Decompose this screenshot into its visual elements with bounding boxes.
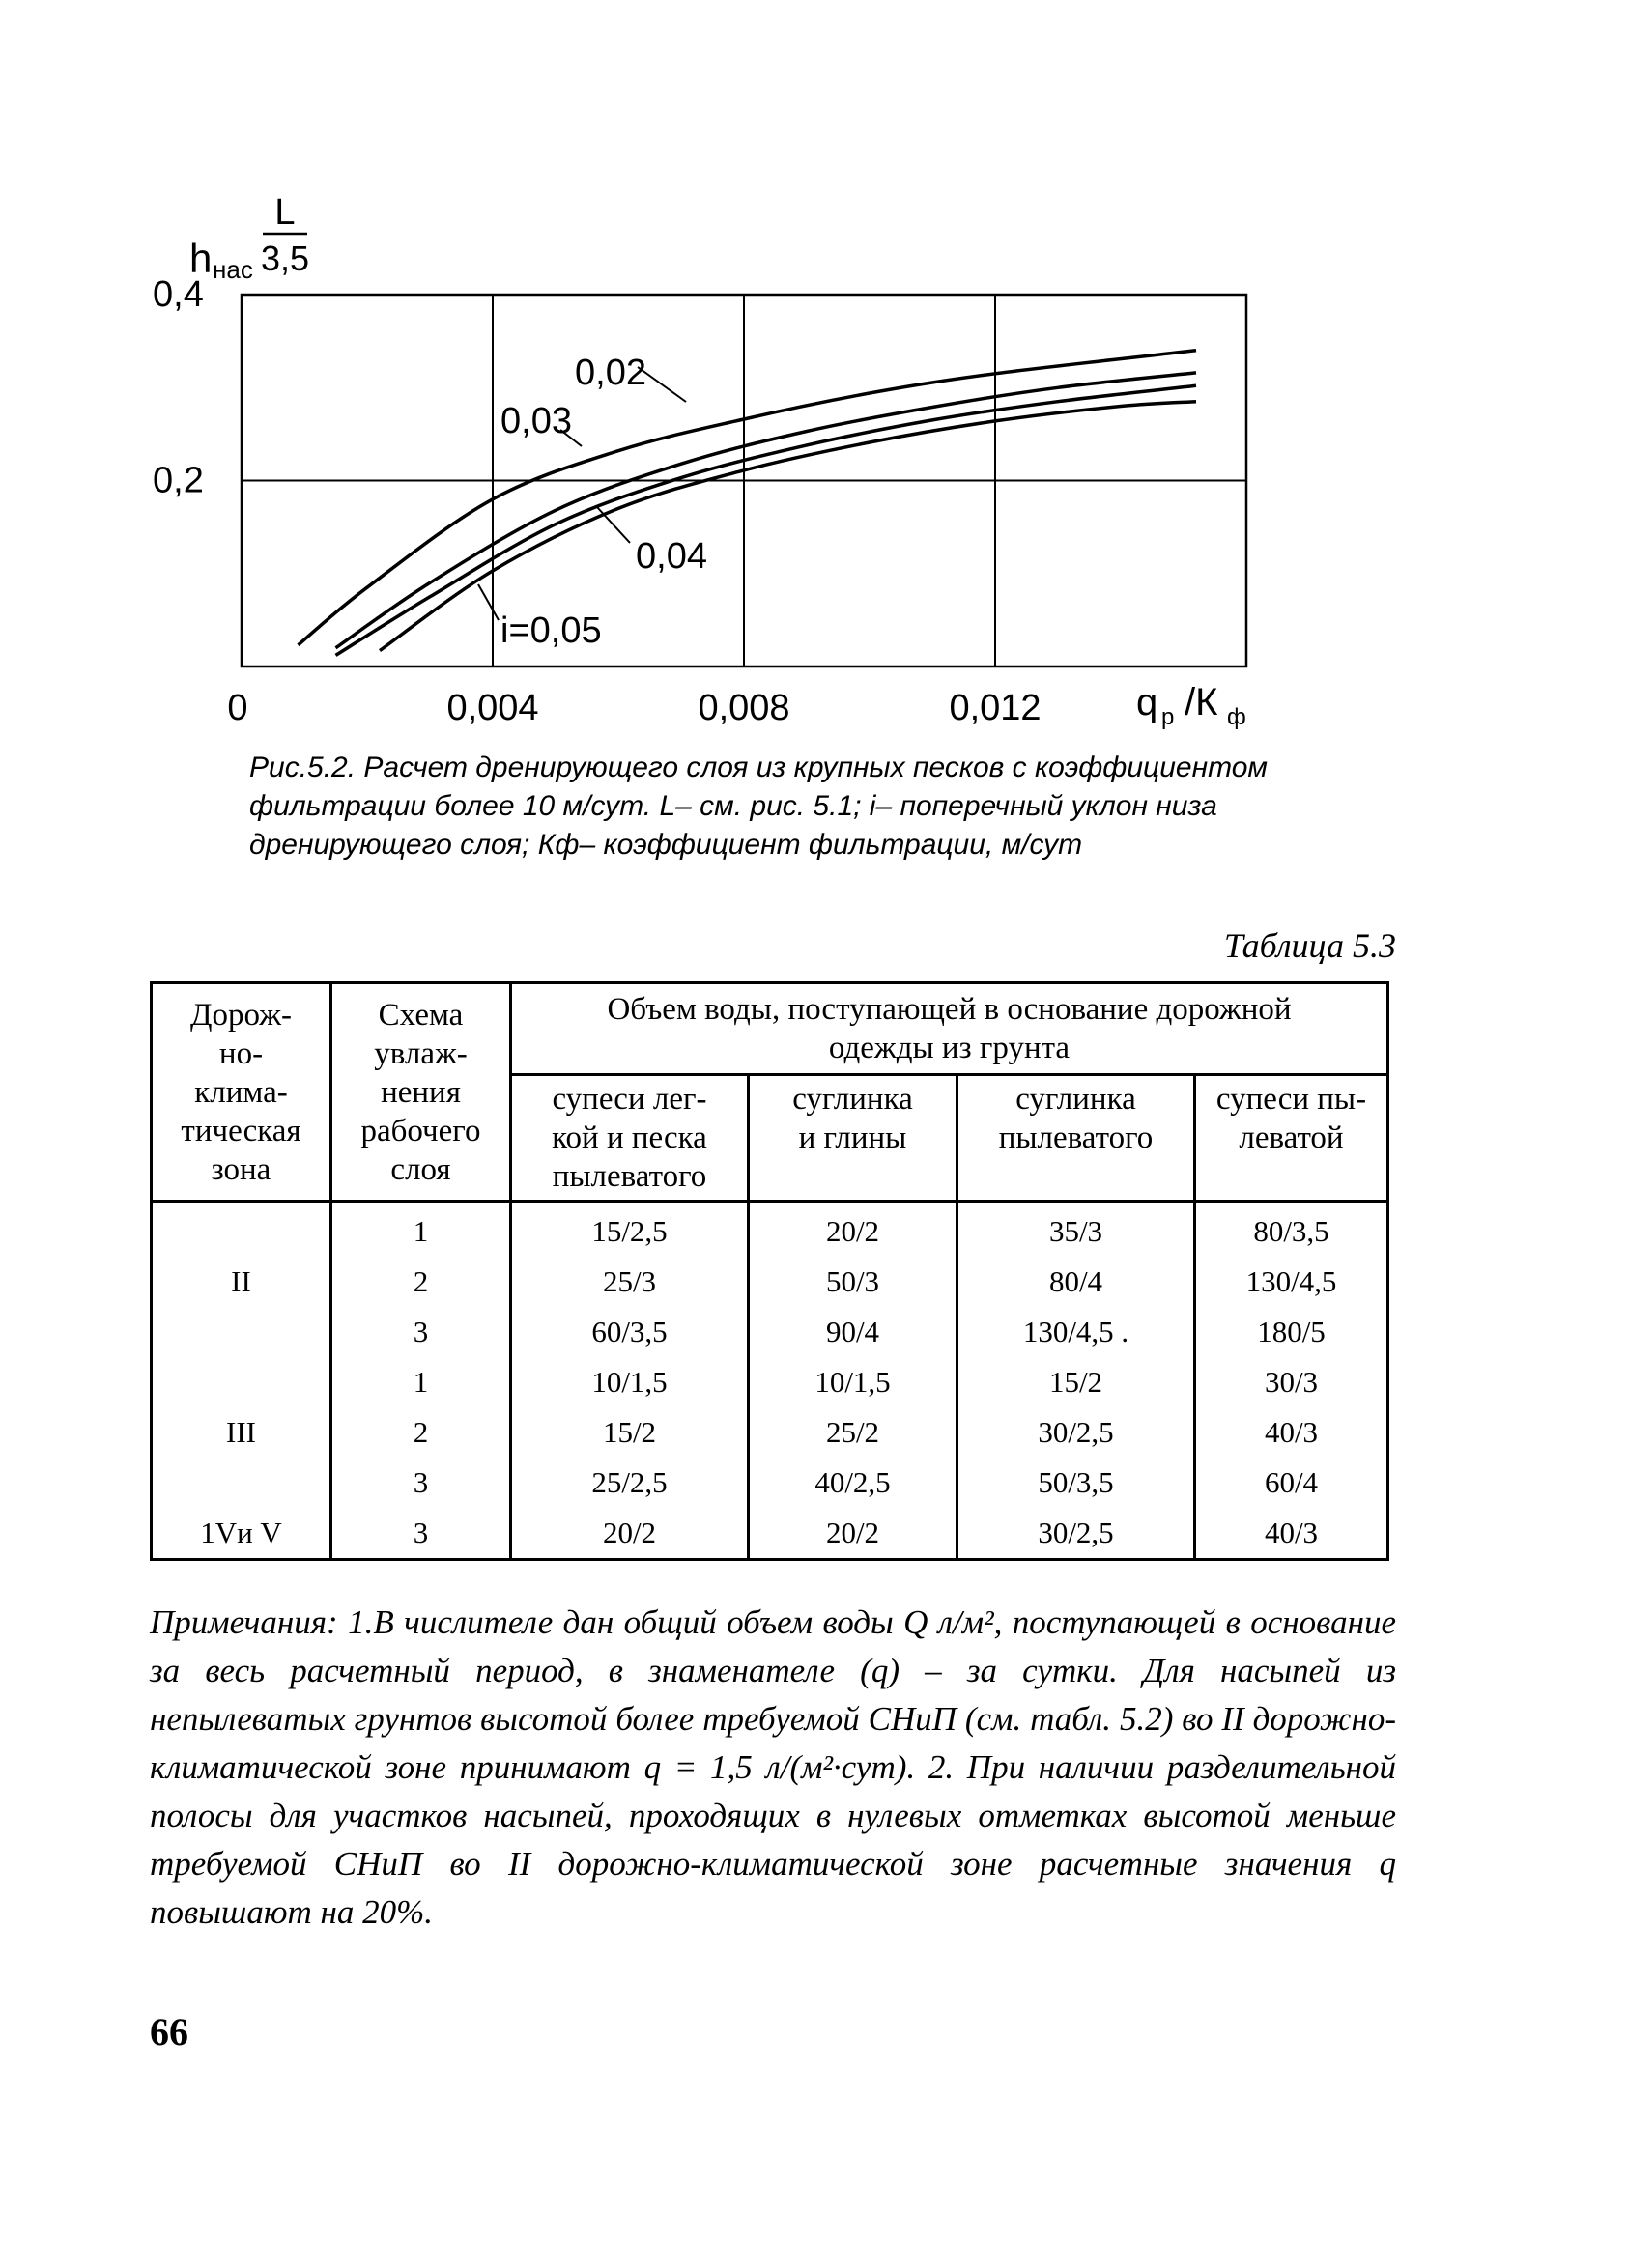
header-scheme: Схема увлаж- нения рабочего слоя xyxy=(331,983,511,1202)
annotation-leader-3 xyxy=(597,507,630,543)
cell-soil-3: 80/4 xyxy=(957,1257,1195,1307)
cell-scheme: 3 xyxy=(331,1458,511,1508)
table-body xyxy=(152,1202,1388,1560)
table-row xyxy=(152,1202,1388,1258)
y-tick-label: 0,2 xyxy=(153,460,204,501)
table-row xyxy=(152,1458,1388,1508)
header-soil-2: суглинка и глины xyxy=(749,1075,957,1202)
x-tick-label: 0,004 xyxy=(446,688,539,728)
cell-soil-4: 40/3 xyxy=(1195,1508,1388,1560)
cell-soil-4: 80/3,5 xyxy=(1195,1202,1388,1258)
cell-soil-2: 90/4 xyxy=(749,1307,957,1357)
cell-scheme: 1 xyxy=(331,1202,511,1258)
header-zone: Дорож- но- клима- тическая зона xyxy=(152,983,331,1202)
x-axis-label-sub2: ф xyxy=(1227,704,1246,730)
figure-caption: Рис.5.2. Расчет дренирующего слоя из крупных песков с коэффициентом фильтрации более 10 м/сут. L– см. рис. 5.1; i– поперечный уклон низа дренирующего слоя; Кф– коэффициент фильтрации, м/сут xyxy=(249,751,1268,861)
series-annotation-3: 0,04 xyxy=(636,536,707,577)
table-row xyxy=(152,1508,1388,1560)
cell-soil-1: 10/1,5 xyxy=(511,1357,749,1407)
header-soil-4: супеси пы- леватой xyxy=(1195,1075,1388,1202)
cell-soil-4: 40/3 xyxy=(1195,1407,1388,1458)
header-soil-3: суглинка пылеватого xyxy=(957,1075,1195,1202)
cell-soil-3: 50/3,5 xyxy=(957,1458,1195,1508)
table-row xyxy=(152,1257,1388,1307)
cell-zone xyxy=(152,1202,331,1258)
cell-scheme: 3 xyxy=(331,1508,511,1560)
y-axis-label-sub: нас xyxy=(213,255,253,284)
cell-scheme: 3 xyxy=(331,1307,511,1357)
table-row xyxy=(152,1407,1388,1458)
cell-soil-2: 25/2 xyxy=(749,1407,957,1458)
y-axis-label-h: h xyxy=(189,236,213,281)
drainage-layer-chart xyxy=(135,184,1295,753)
cell-zone xyxy=(152,1357,331,1407)
cell-zone: 1Vи V xyxy=(152,1508,331,1560)
table-notes: Примечания: 1.В числителе дан общий объем воды Q л/м², поступающей в основание за весь расчетный период, в знаменателе (q) – за сутки. Для насыпей из непылеватых грунтов высотой более требуемой СНиП (см. табл. 5.2) во II дорожно-климатической зоне принимают q = 1,5 л/(м²·сут). 2. При наличии разделительной полосы для участков насыпей, проходящих в нулевых отметках высотой меньше требуемой СНиП во II дорожно-климатической зоне расчетные значения q повышают на 20%. xyxy=(150,1603,1396,1931)
cell-soil-3: 30/2,5 xyxy=(957,1407,1195,1458)
cell-soil-2: 40/2,5 xyxy=(749,1458,957,1508)
series-line-1 xyxy=(299,351,1197,645)
cell-soil-4: 130/4,5 xyxy=(1195,1257,1388,1307)
header-soil-1: супеси лег- кой и песка пылеватого xyxy=(511,1075,749,1202)
cell-soil-4: 180/5 xyxy=(1195,1307,1388,1357)
water-volume-table xyxy=(150,981,1389,1561)
y-tick-label: 0,4 xyxy=(153,274,204,315)
x-tick-label: 0 xyxy=(227,688,248,728)
cell-soil-2: 10/1,5 xyxy=(749,1357,957,1407)
cell-scheme: 2 xyxy=(331,1257,511,1307)
y-axis-label-numerator: L xyxy=(274,192,296,233)
cell-soil-1: 60/3,5 xyxy=(511,1307,749,1357)
table-row xyxy=(152,1357,1388,1407)
series-annotation-1: 0,02 xyxy=(575,353,646,393)
plot-area xyxy=(153,192,1246,730)
cell-soil-4: 30/3 xyxy=(1195,1357,1388,1407)
annotation-leader-4 xyxy=(478,584,499,620)
cell-soil-1: 15/2 xyxy=(511,1407,749,1458)
series-annotation-4: i=0,05 xyxy=(500,610,602,651)
x-tick-label: 0,012 xyxy=(949,688,1042,728)
cell-soil-1: 20/2 xyxy=(511,1508,749,1560)
cell-soil-2: 20/2 xyxy=(749,1202,957,1258)
cell-soil-3: 130/4,5 . xyxy=(957,1307,1195,1357)
x-axis-label-q: q xyxy=(1136,681,1158,723)
header-water-volume: Объем воды, поступающей в основание дорожной одежды из грунта xyxy=(511,983,1388,1075)
cell-zone: II xyxy=(152,1257,331,1307)
cell-soil-3: 30/2,5 xyxy=(957,1508,1195,1560)
series-annotation-2: 0,03 xyxy=(500,401,572,441)
cell-soil-4: 60/4 xyxy=(1195,1458,1388,1508)
cell-soil-1: 25/2,5 xyxy=(511,1458,749,1508)
cell-zone xyxy=(152,1307,331,1357)
cell-soil-1: 15/2,5 xyxy=(511,1202,749,1258)
cell-soil-2: 50/3 xyxy=(749,1257,957,1307)
cell-soil-3: 15/2 xyxy=(957,1357,1195,1407)
x-axis-label-k: /К xyxy=(1185,681,1218,723)
cell-scheme: 2 xyxy=(331,1407,511,1458)
series-line-3 xyxy=(336,385,1197,655)
cell-soil-1: 25/3 xyxy=(511,1257,749,1307)
table-title: Таблица 5.3 xyxy=(1223,926,1396,965)
x-tick-label: 0,008 xyxy=(698,688,790,728)
x-axis-label-sub: р xyxy=(1161,704,1175,730)
cell-soil-2: 20/2 xyxy=(749,1508,957,1560)
table-row xyxy=(152,1307,1388,1357)
cell-soil-3: 35/3 xyxy=(957,1202,1195,1258)
page-number: 66 xyxy=(150,2010,188,2054)
cell-scheme: 1 xyxy=(331,1357,511,1407)
cell-zone xyxy=(152,1458,331,1508)
cell-zone: III xyxy=(152,1407,331,1458)
y-axis-label-denominator: 3,5 xyxy=(260,239,310,278)
